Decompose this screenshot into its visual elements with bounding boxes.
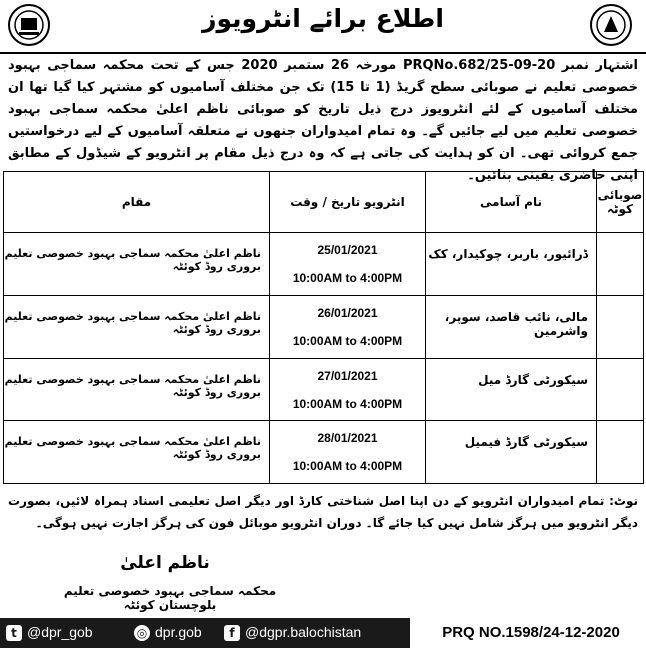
post-name: مالی، نائب قاصد، سوپر، واشرمین xyxy=(444,309,588,338)
venue-cell xyxy=(4,358,270,421)
page-title: اطلاع برائے انٹرویوز xyxy=(202,4,444,33)
department-seal-icon xyxy=(590,4,632,46)
venue-text: ناظم اعلیٰ محکمہ سماجی بہبود خصوصی تعلیم بروری روڈ کوئٹہ xyxy=(4,247,261,273)
venue-cell xyxy=(4,295,270,358)
header-venue: مقام xyxy=(4,172,270,233)
interview-time: 10:00AM to 4:00PM xyxy=(292,333,403,348)
interview-date: 25/01/2021 xyxy=(317,243,378,257)
interview-date: 26/01/2021 xyxy=(317,305,378,320)
interview-time: 10:00AM to 4:00PM xyxy=(292,271,403,285)
signatory-title: ناظم اعلیٰ xyxy=(120,553,210,573)
datetime-cell xyxy=(270,295,426,358)
post-cell xyxy=(426,295,597,358)
interview-time: 10:00AM to 4:00PM xyxy=(292,459,403,474)
table-row xyxy=(4,421,644,484)
interview-time: 10:00AM to 4:00PM xyxy=(292,396,403,411)
table-row xyxy=(4,295,644,358)
intro-paragraph: اشتہار نمبر PRQNo.682/25-09-20 مورخہ 26 ستمبر 2020 جس کے تحت محکمہ سماجی بہبود خصوصی تعلیم نے صوبائی سطح گریڈ (1 تا 15) تک جن مختلف آسامیوں کو مشتہر کیا گیا تھا ان مختلف آسامیوں کے لئے انٹرویوز درج ذیل تاریخ کو صوبائی ناظم اعلیٰ محکمہ سماجی بہبود خصوصی تعلیم میں لیے جائیں گے۔ وہ تمام امیدواران جنھوں نے متعلقہ آسامیوں کے لیے درخواستیں جمع کروائی تھی۔ ان کو ہدایت کی جاتی ہے کہ وہ درج ذیل مقام پر انٹرویو کے شیڈول کے مطابق اپنی حاضری یقینی بنائیں۔ xyxy=(8,58,638,183)
venue-cell xyxy=(4,421,270,484)
prq-number: PRQ NO.1598/24-12-2020 xyxy=(442,624,620,641)
province-cell xyxy=(597,358,644,421)
globe-icon: ◎ xyxy=(134,625,150,641)
venue-text: ناظم اعلیٰ محکمہ سماجی بہبود خصوصی تعلیم بروری روڈ کوئٹہ xyxy=(4,372,261,399)
interview-date: 28/01/2021 xyxy=(317,431,378,446)
interview-schedule-table xyxy=(3,171,644,484)
table-header-row xyxy=(4,172,644,233)
title-divider xyxy=(0,52,646,54)
venue-cell xyxy=(4,233,270,296)
post-cell xyxy=(426,358,597,421)
interview-date: 27/01/2021 xyxy=(317,368,378,383)
venue-text: ناظم اعلیٰ محکمہ سماجی بہبود خصوصی تعلیم بروری روڈ کوئٹہ xyxy=(4,435,261,462)
header-date-time: انٹرویو تاریخ / وقت xyxy=(270,172,426,233)
province-cell xyxy=(597,295,644,358)
website-link[interactable]: dpr.gob xyxy=(155,624,202,640)
social-footer-bar xyxy=(0,618,410,648)
datetime-cell xyxy=(270,358,426,421)
facebook-icon: f xyxy=(224,625,240,641)
post-name: سیکورٹی گارڈ فیمیل xyxy=(464,435,588,450)
header-post-name: نام آسامی xyxy=(426,172,597,233)
post-name: سیکورٹی گارڈ میل xyxy=(478,372,588,387)
table-row xyxy=(4,358,644,421)
province-cell xyxy=(597,233,644,296)
venue-text: ناظم اعلیٰ محکمہ سماجی بہبود خصوصی تعلیم بروری روڈ کوئٹہ xyxy=(4,309,261,336)
facebook-handle[interactable]: @dgpr.balochistan xyxy=(245,624,362,640)
datetime-cell xyxy=(270,421,426,484)
government-emblem-icon xyxy=(8,4,50,46)
datetime-cell xyxy=(270,233,426,296)
signatory-department: محکمہ سماجی بہبود خصوصی تعلیم بلوچستان کوئٹہ xyxy=(63,584,277,612)
twitter-icon: t xyxy=(6,625,22,641)
note-paragraph: نوٹ: تمام امیدواران انٹرویو کے دن اپنا اصل شناختی کارڈ اور دیگر اصل تعلیمی اسناد ہمراہ لائیں، بصورت دیگر انٹرویو میں ہرگز شامل نہیں کیا جائے گا۔ دوران انٹرویو موبائل فون کی ہرگز اجازت نہیں ہوگی۔ xyxy=(8,494,638,530)
province-cell xyxy=(597,421,644,484)
twitter-handle[interactable]: @dpr_gob xyxy=(27,624,93,640)
post-name: ڈرائیور، باربر، چوکیدار، کک xyxy=(428,247,588,261)
post-cell xyxy=(426,421,597,484)
table-row xyxy=(4,233,644,296)
header-province-quota: صوبائی کوٹہ xyxy=(597,172,644,233)
post-cell xyxy=(426,233,597,296)
